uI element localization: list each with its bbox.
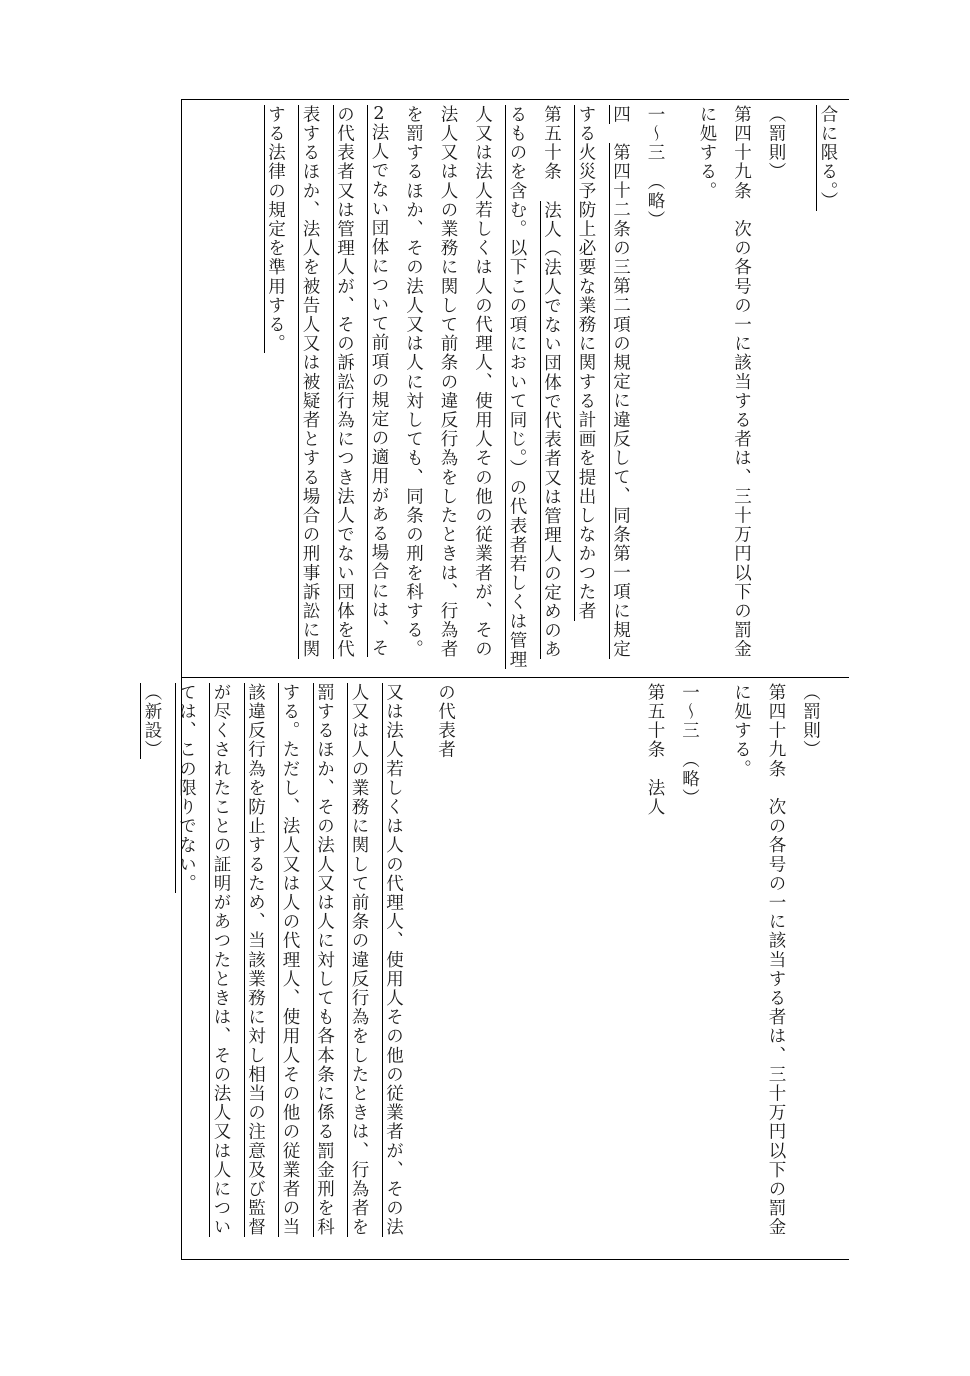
- table-column-divider: [181, 677, 849, 678]
- table-top-border: [181, 99, 849, 100]
- item-4-text: 第四十二条の三第二項の規定に違反して、同条第一項に規定する火災予防上必要な業務に関する計画を提出しなかつた者: [576, 105, 631, 659]
- article-50-daihyosha: の代表者: [435, 683, 456, 760]
- heading-bassoku: （罰則）: [766, 105, 786, 182]
- table-bottom-border: [181, 1259, 849, 1260]
- paragraph-2-number: 2: [367, 105, 389, 123]
- heading-bassoku: （罰則）: [800, 683, 821, 760]
- current-text-panel: [189, 105, 845, 671]
- article-49-main: 第四十九条 次の各号の一に該当する者は、三十万円以下の罰金に処する。: [697, 105, 752, 659]
- article-50-text: 又は法人若しくは人の代理人、使用人その他の従業者が、その法人又は人の業務に関して前条の違反行為をしたときは、行為者を罰するほか、その法人又は人に対しても各本条に係る罰金刑を科する。ただし、法人又は人の代理人、使用人その他の従業者の当該違反行為を防止するため、当該業務に対し相当の注意及び監督が尽くされたことの証明があつたときは、その法人又は人については、この限りでない。: [176, 683, 404, 1237]
- shinsetsu-label: （新設）: [142, 683, 162, 760]
- item-4-number: 四: [610, 105, 631, 125]
- continuation-line: 合に限る。）: [818, 105, 838, 211]
- comparison-table: [142, 99, 849, 1259]
- revised-text-panel: [142, 683, 845, 1249]
- article-50-first: 第五十条 法人（法人でない団体で代表者又は管理人の定めのあるものを含む。以下この項において同じ。）の代表者若しくは管理人又は法人若しくは人の代理人、使用人その他の従業者が、その法人又は人の業務に関して前条の違反行為をしたときは、行為者を罰するほか、その法人又は人に対しても、同条の刑を科する。: [403, 105, 562, 670]
- paragraph-2: [258, 105, 396, 671]
- items-1-3: 一〜三 （略）: [645, 105, 665, 230]
- article-49-main: 第四十九条 次の各号の一に該当する者は、三十万円以下の罰金に処する。: [731, 683, 786, 1237]
- article-50-head: 第五十条 法人: [645, 683, 665, 817]
- paragraph-2-text: 法人でない団体について前項の規定の適用がある場合には、その代表者又は管理人が、その訴訟行為につき法人でない団体を代表するほか、法人を被告人又は被疑者とする場合の刑事訴訟に関する法律の規定を準用する。: [265, 105, 389, 659]
- item-4: [569, 105, 638, 671]
- items-1-3: 一〜三 （略）: [679, 683, 700, 808]
